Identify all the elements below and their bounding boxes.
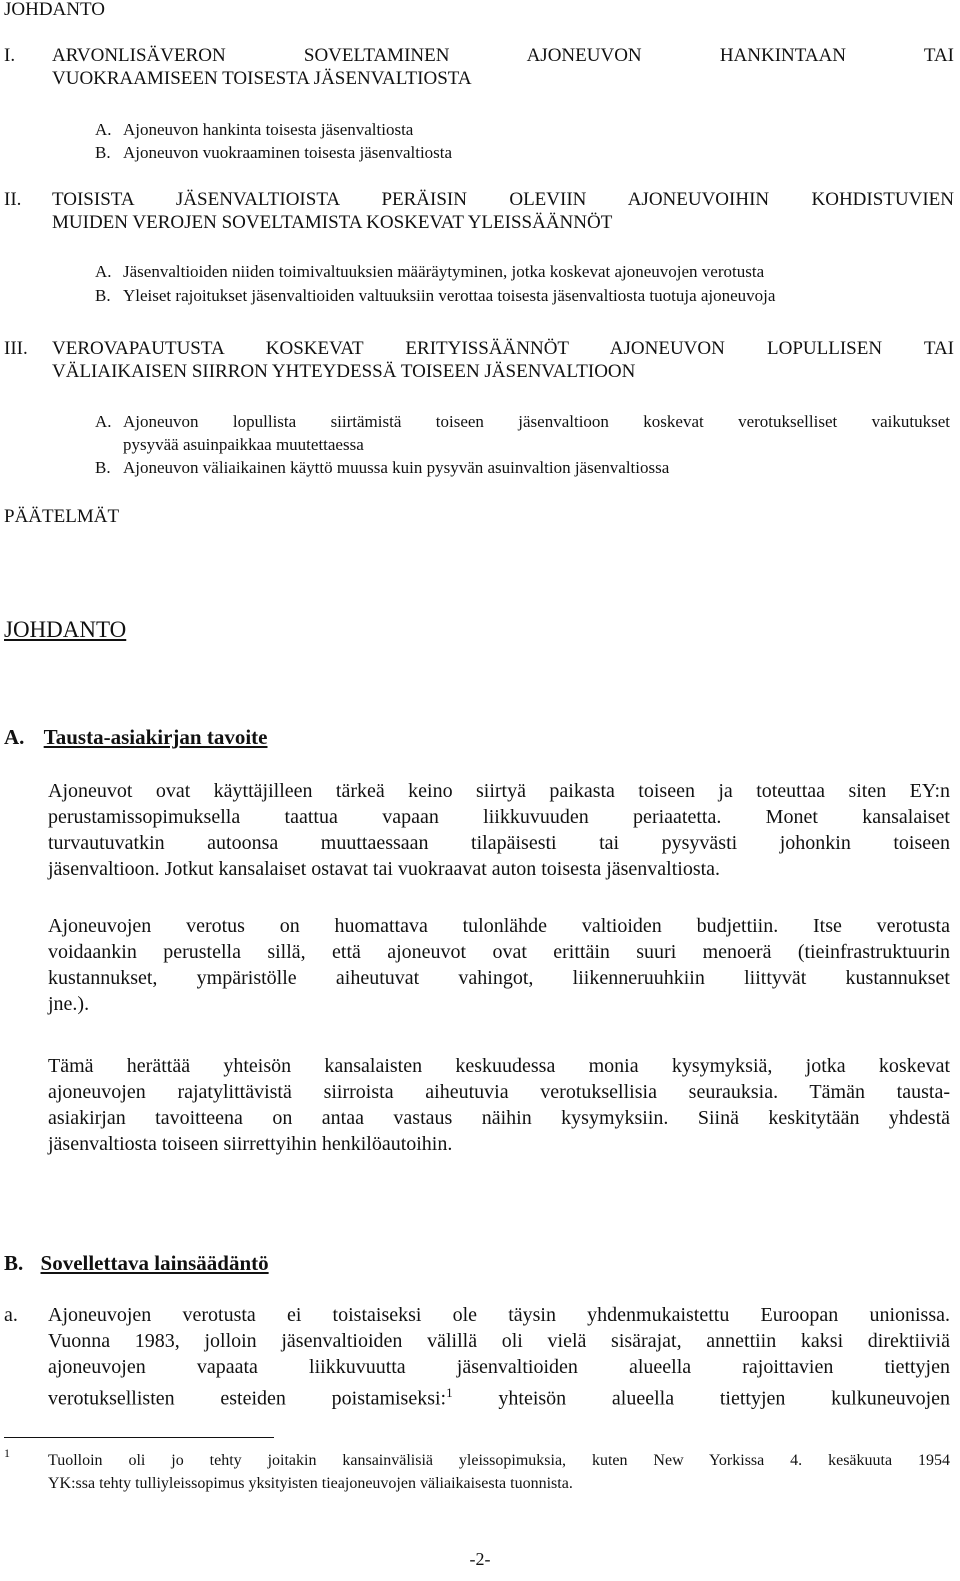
toc-item-2b <box>95 284 950 307</box>
paragraph-line: Vuonna 1983, jolloin jäsenvaltioiden välillä oli vielä sisärajat, annettiin kaksi direktiiviä <box>48 1330 950 1352</box>
paragraph-line: voidaankin perustella sillä, että ajoneuvot ovat erittäin suuri menoerä (tieinfrastruktuurin <box>48 941 950 963</box>
page-number: -2- <box>469 1549 491 1569</box>
paragraph-3 <box>48 1053 950 1157</box>
toc-item-letter: A. <box>95 412 112 431</box>
toc-section-3-title-line2: VÄLIAIKAISEN SIIRRON YHTEYDESSÄ TOISEEN JÄSENVALTIOON <box>52 361 636 382</box>
toc-item-letter: B. <box>95 143 111 162</box>
footnote-line2: YK:ssa tehty tulliyleissopimus yksityisten tieajoneuvojen väliaikaisesta tuonnista. <box>48 1475 573 1492</box>
toc-section-2-title-line2: MUIDEN VEROJEN SOVELTAMISTA KOSKEVAT YLEISSÄÄNNÖT <box>52 212 613 233</box>
section-b-heading <box>4 1250 269 1276</box>
toc-item-2a <box>95 260 950 283</box>
paragraph-line: asiakirjan tavoitteena on antaa vastaus näihin kysymyksiin. Siinä keskitytään yhdestä <box>48 1107 950 1129</box>
paragraph-line: Tämä herättää yhteisön kansalaisten keskuudessa monia kysymyksiä, jotka koskevat <box>48 1055 950 1077</box>
toc-section-2-number: II. <box>4 189 22 210</box>
paragraph-line: ajoneuvojen vapaata liikkuvuutta jäsenvaltioiden alueella rajoittavien tiettyjen <box>48 1356 950 1378</box>
toc-item-letter: A. <box>95 120 112 139</box>
paragraph-line <box>48 1380 951 1410</box>
paragraph-line: turvautuvatkin autoonsa muuttaessaan tilapäisesti tai pysyvästi johonkin toiseen <box>48 832 950 854</box>
section-a-heading <box>4 724 268 750</box>
paragraph-line: Ajoneuvojen verotus on huomattava tulonlähde valtioiden budjettiin. Itse verotusta <box>48 915 950 937</box>
paragraph-1 <box>48 778 950 882</box>
toc-item-text: Ajoneuvon hankinta toisesta jäsenvaltiosta <box>123 120 414 139</box>
toc-section-1-number: I. <box>4 45 16 66</box>
section-a-title: Tausta-asiakirjan tavoite <box>43 725 268 749</box>
paragraph-line: Ajoneuvot ovat käyttäjilleen tärkeä keino siirtyä paikasta toiseen ja toteuttaa siten EY:n <box>48 780 950 802</box>
toc-section-3-title-line1: VEROVAPAUTUSTA KOSKEVAT ERITYISSÄÄNNÖT AJONEUVON LOPULLISEN TAI <box>52 338 954 359</box>
paragraph-segment: yhteisön alueella tiettyjen kulkuneuvojen <box>498 1387 951 1410</box>
toc-item-1b <box>95 141 945 164</box>
toc-item-text: Ajoneuvon vuokraaminen toisesta jäsenvaltiosta <box>123 143 453 162</box>
toc-item-text: Ajoneuvon väliaikainen käyttö muussa kuin pysyvän asuinvaltion jäsenvaltiossa <box>123 458 670 477</box>
toc-item-text: Jäsenvaltioiden niiden toimivaltuuksien määräytyminen, jotka koskevat ajoneuvojen verotusta <box>123 262 765 281</box>
paragraph-line: perustamissopimuksella taattua vapaan liikkuvuuden periaatetta. Monet kansalaiset <box>48 806 950 828</box>
toc-section-3-number: III. <box>4 338 28 359</box>
section-b-paragraph <box>48 1302 951 1410</box>
toc-section-3 <box>4 337 954 383</box>
toc-section-2-title-line1: TOISISTA JÄSENVALTIOISTA PERÄISIN OLEVIIN AJONEUVOIHIN KOHDISTUVIEN <box>52 189 954 210</box>
toc-item-letter: B. <box>95 286 111 305</box>
paragraph-line: ajoneuvojen rajatylittävistä siirroista aiheutuvia verotuksellisia seurauksia. Tämän tausta- <box>48 1081 950 1103</box>
toc-item-3a <box>95 410 950 456</box>
footnote-line1: Tuolloin oli jo tehty joitakin kansainvälisiä yleissopimuksia, kuten New Yorkissa 4. kesäkuuta 1954 <box>48 1452 950 1469</box>
footnote-reference: 1 <box>446 1385 453 1400</box>
toc-item-text-line2: pysyvää asuinpaikkaa muutettaessa <box>123 435 364 454</box>
toc-section-1-title-line2: VUOKRAAMISEEN TOISESTA JÄSENVALTIOSTA <box>52 68 472 89</box>
paragraph-2 <box>48 913 950 1017</box>
paragraph-line: kustannukset, ympäristölle aiheutuvat vahingot, liikenneruuhkiin liittyvät kustannukset <box>48 967 950 989</box>
intro-heading: JOHDANTO <box>4 617 127 642</box>
toc-item-letter: B. <box>95 458 111 477</box>
paragraph-line: Ajoneuvojen verotusta ei toistaiseksi ole täysin yhdenmukaistettu Euroopan unionissa. <box>48 1304 950 1326</box>
toc-section-1 <box>4 44 954 90</box>
footnote-separator <box>4 1437 274 1438</box>
toc-conclusions: PÄÄTELMÄT <box>4 506 120 527</box>
footnote-number: 1 <box>4 1446 10 1460</box>
section-b-title: Sovellettava lainsäädäntö <box>40 1251 269 1275</box>
toc-section-2 <box>4 188 954 234</box>
paragraph-line: jäsenvaltiosta toiseen siirrettyihin henkilöautoihin. <box>48 1133 453 1155</box>
paragraph-line: jne.). <box>48 993 90 1015</box>
toc-title: JOHDANTO <box>4 0 105 20</box>
toc-item-text-line1: Ajoneuvon lopullista siirtämistä toiseen jäsenvaltioon koskevat verotukselliset vaikutukset <box>123 412 950 431</box>
toc-item-1a <box>95 118 945 141</box>
toc-item-3b <box>95 456 950 479</box>
toc-section-1-title-line1: ARVONLISÄVERON SOVELTAMINEN AJONEUVON HANKINTAAN TAI <box>52 45 954 66</box>
paragraph-segment: verotuksellisten esteiden poistamiseksi: <box>48 1387 447 1410</box>
toc-item-letter: A. <box>95 262 112 281</box>
toc-item-text: Yleiset rajoitukset jäsenvaltioiden valtuuksiin verottaa toisesta jäsenvaltiosta tuotuja ajoneuvoja <box>123 286 776 305</box>
section-a-letter: A. <box>4 725 25 749</box>
section-b-letter: B. <box>4 1251 24 1275</box>
section-b-item-letter: a. <box>4 1304 18 1326</box>
paragraph-line: jäsenvaltioon. Jotkut kansalaiset ostavat tai vuokraavat auton toisesta jäsenvaltiosta. <box>48 858 721 880</box>
